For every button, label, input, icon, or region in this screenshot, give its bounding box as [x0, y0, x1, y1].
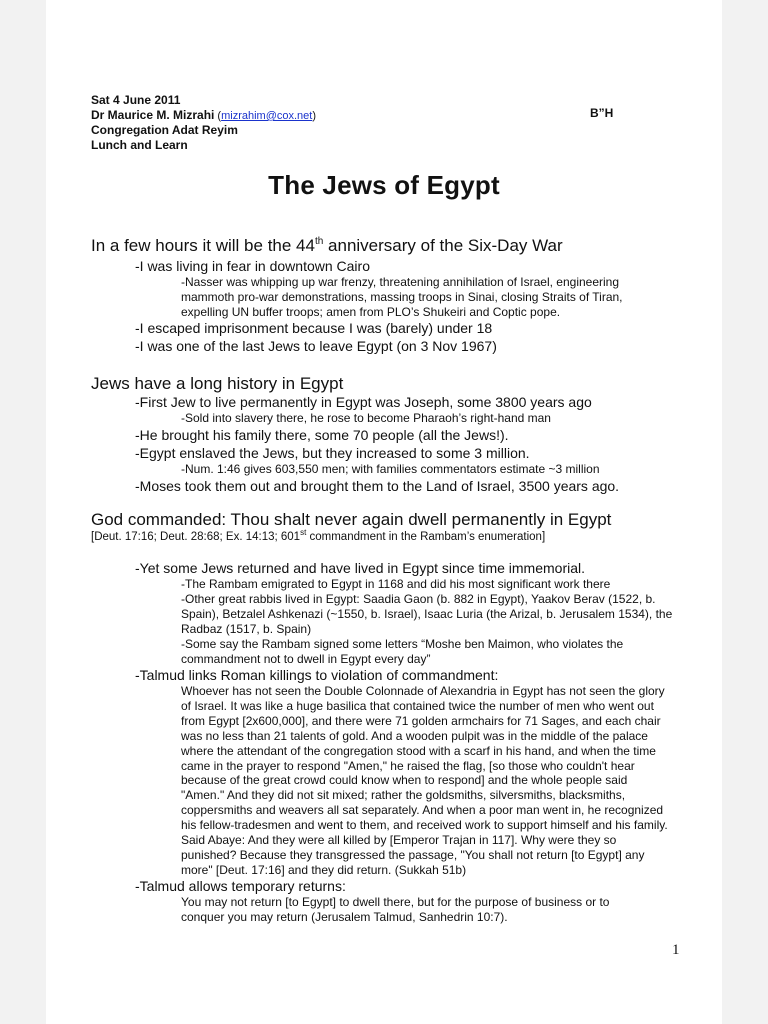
- list-item: -I escaped imprisonment because I was (barely) under 18: [135, 320, 493, 336]
- list-item: -I was living in fear in downtown Cairo: [135, 258, 370, 274]
- citation-text-post: commandment in the Rambam’s enumeration]: [306, 531, 546, 543]
- heading-superscript: th: [314, 236, 324, 247]
- author-name: Dr Maurice M. Mizrahi: [91, 108, 215, 122]
- author-email-link[interactable]: mizrahim@cox.net: [221, 110, 313, 122]
- heading-text-pre: In a few hours it will be the 44: [91, 236, 315, 255]
- list-item: -First Jew to live permanently in Egypt was Joseph, some 3800 years ago: [135, 394, 592, 410]
- heading-text-post: anniversary of the Six-Day War: [323, 236, 563, 255]
- page-title: The Jews of Egypt: [268, 170, 500, 200]
- page-number: 1: [672, 942, 680, 958]
- sub-note: -Nasser was whipping up war frenzy, threatening annihilation of Israel, engineering mammoth pro-war demonstrations, massing troops in Sinai, closing Straits of Tiran, expelling UN buffer troops; amen from PLO’s Shukeiri and Coptic pope.: [181, 275, 623, 319]
- sub-note: -Sold into slavery there, he rose to become Pharaoh’s right-hand man: [181, 411, 551, 425]
- sub-note: -Num. 1:46 gives 603,550 men; with families commentators estimate ~3 million: [181, 462, 600, 476]
- list-item: -Yet some Jews returned and have lived in Egypt since time immemorial.: [135, 560, 586, 576]
- list-item: -Talmud allows temporary returns:: [135, 878, 346, 894]
- sub-note: -Other great rabbis lived in Egypt: Saadia Gaon (b. 882 in Egypt), Yaakov Berav (1522, b. Spain), Betzalel Ashkenazi (~1550, b. Israel), Isaac Luria (the Arizal, b. Jerusalem 1534), the Radbaz (1517, b. Spain): [181, 592, 673, 636]
- document-page: [46, 0, 722, 1024]
- sub-note: -Some say the Rambam signed some letters “Moshe ben Maimon, who violates the commandment not to dwell in Egypt every day”: [181, 637, 624, 666]
- list-item: -He brought his family there, some 70 people (all the Jews!).: [135, 427, 509, 443]
- congregation-line: Congregation Adat Reyim: [91, 123, 238, 137]
- section-heading-six-day-war: [91, 236, 563, 256]
- talmud-quote-sukkah: Whoever has not seen the Double Colonnade of Alexandria in Egypt has not seen the glory of Israel. It was like a huge basilica that contained twice the number of men who went out from Egypt [2x600,000], and there were 71 golden armchairs for 71 Sages, and each chair was no less than 21 talents of gold. And a wooden pulpit was in the middle of the palace where the attendant of the congregation stood with a scarf in his hand, and when the time came in the prayer to respond "Amen," he raised the flag, [so those who couldn't hear because of the great crowd could know when to respond] and the whole people said "Amen." And they did not sit mixed; rather the goldsmiths, silversmiths, blacksmiths, coppersmiths and weavers all sat separately. And when a poor man went in, he recognized his fellow-tradesmen and went to them, and received work to support himself and his family. Said Abaye: And they were all killed by [Emperor Trajan in 117]. Why were they so punished? Because they transgressed the passage, "You shall not return [to Egypt] any more" [Deut. 17:16] and they did return. (Sukkah 51b): [181, 684, 668, 877]
- talmud-quote-sanhedrin: You may not return [to Egypt] to dwell there, but for the purpose of business or to conquer you may return (Jerusalem Talmud, Sanhedrin 10:7).: [181, 895, 610, 924]
- sub-note: -The Rambam emigrated to Egypt in 1168 and did his most significant work there: [181, 577, 611, 591]
- list-item: -Talmud links Roman killings to violation of commandment:: [135, 667, 499, 683]
- email-open-paren: (: [214, 110, 222, 122]
- citation-text-pre: [Deut. 17:16; Deut. 28:68; Ex. 14:13; 601: [91, 531, 301, 543]
- event-line: Lunch and Learn: [91, 138, 188, 152]
- section-heading-long-history: Jews have a long history in Egypt: [91, 374, 344, 393]
- citation-superscript: st: [300, 528, 307, 537]
- section-heading-commandment: God commanded: Thou shalt never again dwell permanently in Egypt: [91, 510, 612, 529]
- date-line: Sat 4 June 2011: [91, 93, 181, 107]
- list-item: -I was one of the last Jews to leave Egypt (on 3 Nov 1967): [135, 338, 497, 354]
- email-close-paren: ): [312, 110, 317, 122]
- list-item: -Egypt enslaved the Jews, but they increased to some 3 million.: [135, 445, 530, 461]
- bh-mark: B”H: [590, 106, 614, 120]
- citation-line: [91, 528, 546, 543]
- list-item: -Moses took them out and brought them to the Land of Israel, 3500 years ago.: [135, 478, 620, 494]
